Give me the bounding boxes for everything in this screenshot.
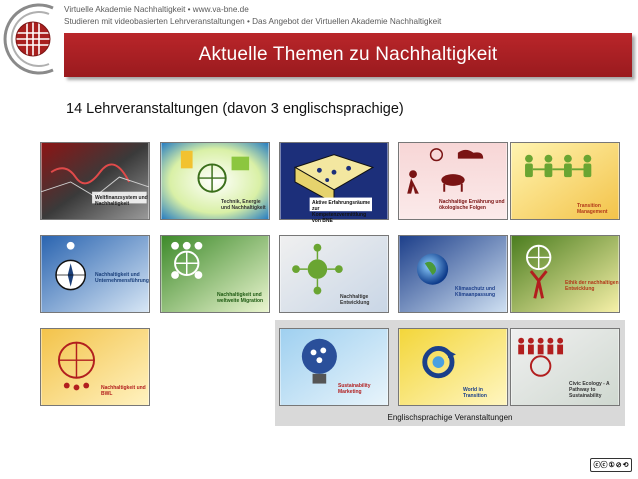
tile-label: Nachhaltigkeit und weltweite Migration bbox=[217, 292, 264, 304]
header-line-site: Virtuelle Akademie Nachhaltigkeit • www.va-bne.de bbox=[64, 5, 249, 14]
course-tile-bwl[interactable] bbox=[40, 328, 150, 406]
english-courses-label: Englischsprachige Veranstaltungen bbox=[387, 413, 513, 422]
tile-label: Nachhaltigkeit und BWL bbox=[101, 385, 146, 397]
tile-label: Transition Management bbox=[577, 203, 608, 215]
earth-icon bbox=[399, 236, 507, 312]
title-bar bbox=[64, 33, 632, 77]
tile-label: Civic Ecology - A Pathway to Sustainability bbox=[569, 381, 610, 399]
course-tile-technik-energie[interactable] bbox=[160, 142, 270, 220]
course-tile-erfahrungsraeume[interactable] bbox=[279, 142, 389, 224]
header-line-description: Studieren mit videobasierten Lehrveranstaltungen • Das Angebot der Virtuellen Akademie Nachhaltigkeit bbox=[64, 17, 442, 26]
course-tile-migration[interactable] bbox=[160, 235, 270, 313]
tile-label: Ethik der nachhaltigen Entwicklung bbox=[565, 280, 619, 292]
by-icon: ① bbox=[608, 462, 615, 469]
sa-icon: ⟲ bbox=[622, 462, 629, 469]
course-tile-nachhaltige-entwicklung[interactable] bbox=[279, 235, 389, 313]
course-tile-sustainability-marketing[interactable] bbox=[279, 328, 389, 406]
tile-label: Nachhaltigkeit und Unternehmensführung bbox=[95, 272, 149, 284]
course-tile-civic-ecology[interactable] bbox=[510, 328, 620, 406]
tile-label: Nachhaltige Entwicklung bbox=[340, 294, 370, 306]
cc-license-badge[interactable] bbox=[590, 458, 632, 472]
tile-label: World in Transition bbox=[463, 387, 487, 399]
tile-label: Nachhaltige Ernährung und ökologische Folgen bbox=[439, 199, 505, 211]
tile-label: Sustainability Marketing bbox=[338, 383, 371, 395]
nc-icon: ⊘ bbox=[615, 462, 622, 469]
tile-label: Technik, Energie und Nachhaltigkeit bbox=[221, 199, 266, 211]
course-tile-world-in-transition[interactable] bbox=[398, 328, 508, 406]
course-tile-weltfinanzsystem[interactable] bbox=[40, 142, 150, 220]
finance-map-icon bbox=[41, 143, 149, 219]
tile-label: Klimaschutz und Klimaanpassung bbox=[455, 286, 496, 298]
course-tile-ethik[interactable] bbox=[510, 235, 620, 313]
course-tile-ernaehrung[interactable] bbox=[398, 142, 508, 220]
page-title: Aktuelle Themen zu Nachhaltigkeit bbox=[198, 44, 498, 65]
tile-label: Weltfinanzsystem und Nachhaltigkeit bbox=[95, 195, 148, 207]
course-tile-klimaschutz[interactable] bbox=[398, 235, 508, 313]
course-tile-transition-management[interactable] bbox=[510, 142, 620, 220]
course-count-text: 14 Lehrveranstaltungen (davon 3 englischsprachige) bbox=[66, 101, 404, 117]
cc-icon: ⓒⓒ bbox=[593, 462, 608, 469]
atlas-globe-icon bbox=[511, 236, 619, 312]
course-tile-unternehmensfuehrung[interactable] bbox=[40, 235, 150, 313]
tile-label: Aktive Erfahrungsräume zur Kompetenzvermittlung von BNE bbox=[312, 200, 371, 224]
va-bne-logo bbox=[3, 2, 59, 76]
